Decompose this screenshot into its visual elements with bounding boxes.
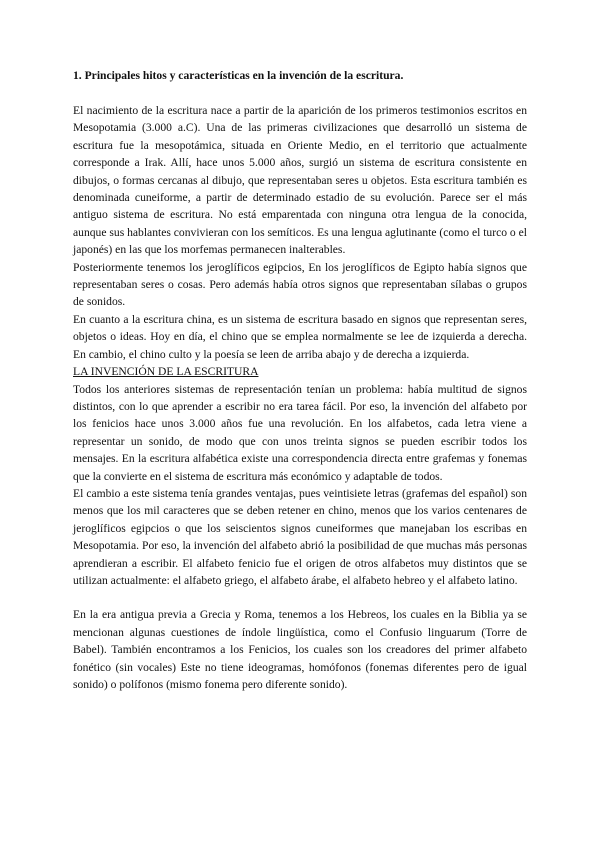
paragraph-mesopotamia: El nacimiento de la escritura nace a partir de la aparición de los primeros testimonios escritos en Mesopotamia (3.000 a.C). Una de las primeras civilizaciones que desarrolló un sistema de escritura fue la mesopotámica, situada en Oriente Medio, en el territorio que actualmente corresponde a Irak. Allí, hace unos 5.000 años, surgió un sistema de escritura consistente en dibujos, o formas cercanas al dibujo, que representaban seres u objetos. Esta escritura también es denominada cuneiforme, a partir de determinado estadio de su evolución. Parece ser el más antiguo sistema de escritura. No está emparentada con ninguna otra lengua de la conocida, aunque sus hablantes convivieran con los semíticos. Es una lengua aglutinante (como el turco o el japonés) en las que los morfemas permanecen inalterables. [73, 104, 527, 257]
document-heading: 1. Principales hitos y características en la invención de la escritura. [73, 69, 404, 82]
paragraph-ventajas: El cambio a este sistema tenía grandes ventajas, pues veintisiete letras (grafemas del español) son menos que los mil caracteres que se deben retener en chino, menos que los varios centenares de jeroglíficos egipcios o que los seiscientos signos cuneiformes que manejaban los escribas en Mesopotamia. Por eso, la invención del alfabeto abrió la posibilidad de que muchas más personas aprendieran a escribir. El alfabeto fenicio fue el origen de otros alfabetos muy distintos que se utilizan actualmente: el alfabeto griego, el alfabeto árabe, el alfabeto hebreo y el alfabeto latino. [73, 486, 527, 587]
document-body [73, 67, 527, 693]
paragraph-alfabeto: Todos los anteriores sistemas de representación tenían un problema: había multitud de signos distintos, con lo que aprender a escribir no era tarea fácil. Por eso, la invención del alfabeto por los fenicios hace unos 3.000 años fue una revolución. En los alfabetos, cada letra viene a representar un sonido, de modo que con unos treinta signos se pueden escribir todos los mensajes. En la escritura alfabética existe una correspondencia directa entre grafemas y fonemas que la convierte en el sistema de escritura más económico y adaptable de todos. [73, 382, 527, 483]
section-title-invencion: LA INVENCIÓN DE LA ESCRITURA [73, 365, 259, 379]
paragraph-egipcios: Posteriormente tenemos los jeroglíficos egipcios, En los jeroglíficos de Egipto había signos que representaban seres o cosas. Pero además había otros signos que representaban sílabas o grupos de sonidos. [73, 260, 527, 309]
paragraph-spacer [73, 589, 527, 606]
paragraph-hebreos: En la era antigua previa a Grecia y Roma, tenemos a los Hebreos, los cuales en la Biblia ya se mencionan algunas cuestiones de índole lingüística, como el Confusio linguarum (Torre de Babel). También encontramos a los Fenicios, los cuales son los creadores del primer alfabeto fonético (sin vocales) Este no tiene ideogramas, homófonos (fonemas diferentes pero de igual sonido) o polífonos (mismo fonema pero diferente sonido). [73, 608, 527, 691]
paragraph-china: En cuanto a la escritura china, es un sistema de escritura basado en signos que representan seres, objetos o ideas. Hoy en día, el chino que se emplea normalmente se lee de izquierda a derecha. En cambio, el chino culto y la poesía se leen de arriba abajo y de derecha a izquierda. [73, 312, 527, 361]
